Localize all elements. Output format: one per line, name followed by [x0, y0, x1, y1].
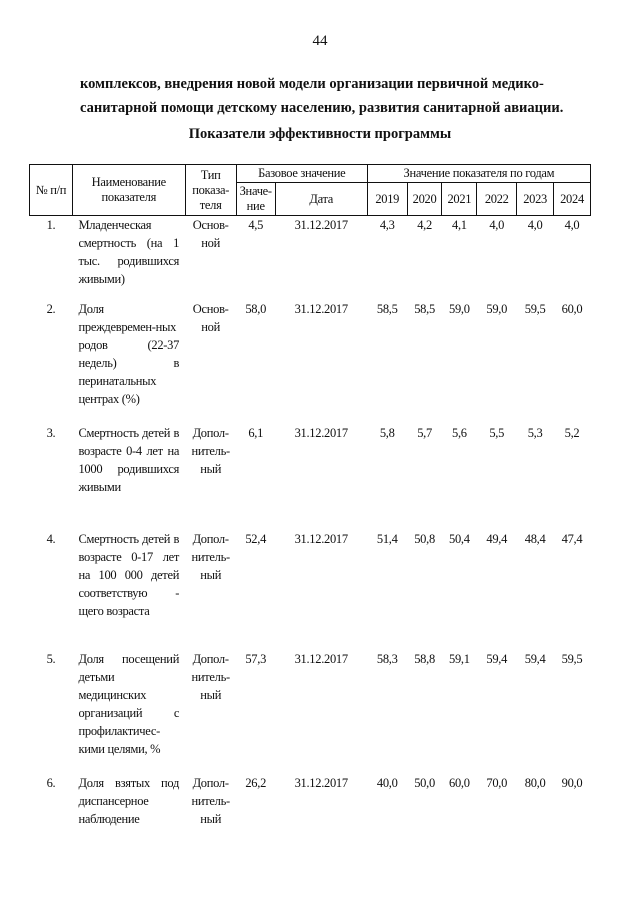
row-value: 60,0	[561, 301, 583, 316]
indicators-table	[29, 164, 591, 834]
header-year: 2019	[367, 183, 407, 216]
row-value: 5,5	[489, 425, 505, 440]
row-value: 58,5	[414, 301, 435, 316]
row-type: Допол-нитель-ный	[191, 425, 230, 476]
row-value: 80,0	[524, 775, 546, 790]
row-value: 59,0	[486, 301, 508, 316]
row-value: 70,0	[486, 775, 508, 790]
row-value: 59,4	[486, 651, 508, 666]
row-num: 1.	[46, 218, 56, 232]
row-value: 50,8	[414, 531, 435, 546]
row-name: Доля взятых под диспансерное наблюдение	[78, 775, 180, 826]
section-title: Показатели эффективности программы	[188, 126, 452, 142]
header-year: 2024	[554, 183, 591, 216]
row-name: Доля преждевремен-ных родов (22-37 недель) в перинатальных центрах (%)	[78, 301, 180, 406]
row-num: 2.	[46, 301, 56, 316]
row-base-date: 31.12.2017	[294, 425, 348, 440]
row-name: Смертность детей в возрасте 0-17 лет на 100 000 детей соответствую - щего возраста	[78, 531, 180, 618]
row-base-value: 26,2	[245, 775, 267, 790]
row-value: 58,3	[376, 651, 398, 666]
header-base-value: Значе-ние	[236, 183, 275, 216]
row-value: 59,5	[524, 301, 546, 316]
header-year: 2022	[477, 183, 517, 216]
header-base-group: Базовое значение	[236, 165, 367, 183]
row-num: 6.	[46, 775, 56, 790]
row-value: 59,1	[449, 651, 470, 666]
table-row	[30, 774, 591, 834]
row-value: 40,0	[376, 775, 398, 790]
row-base-date: 31.12.2017	[294, 218, 348, 232]
row-base-value: 57,3	[245, 651, 267, 666]
row-value: 90,0	[561, 775, 583, 790]
row-value: 5,7	[417, 425, 432, 440]
table-row	[30, 300, 591, 424]
table-row	[30, 530, 591, 650]
header-base-date: Дата	[275, 183, 367, 216]
row-value: 58,5	[376, 301, 398, 316]
row-name: Доля посещений детьми медицинских организаций с профилактичес-кими целями, %	[78, 651, 180, 756]
header-name: Наименование показателя	[72, 165, 185, 216]
row-value: 4,1	[452, 218, 467, 232]
row-num: 3.	[46, 425, 56, 440]
row-value: 4,0	[527, 218, 543, 232]
table-row	[30, 650, 591, 774]
row-name: Смертность детей в возрасте 0-4 лет на 1000 родившихся живыми	[78, 425, 180, 494]
row-value: 50,0	[414, 775, 435, 790]
row-value: 5,8	[379, 425, 395, 440]
row-value: 47,4	[561, 531, 583, 546]
row-value: 4,0	[489, 218, 505, 232]
row-value: 4,0	[564, 218, 580, 232]
row-type: Допол-нитель-ный	[191, 651, 230, 702]
header-years-group: Значение показателя по годам	[367, 165, 590, 183]
row-value: 59,0	[449, 301, 470, 316]
header-year: 2023	[517, 183, 554, 216]
row-value: 4,3	[379, 218, 395, 232]
row-type: Основ-ной	[192, 301, 229, 334]
row-value: 48,4	[524, 531, 546, 546]
row-base-date: 31.12.2017	[294, 775, 348, 790]
row-value: 5,6	[452, 425, 467, 440]
row-base-value: 4,5	[248, 218, 264, 232]
header-year: 2020	[407, 183, 442, 216]
row-value: 58,8	[414, 651, 435, 666]
row-base-value: 58,0	[245, 301, 267, 316]
header-num: № п/п	[30, 165, 73, 216]
row-base-value: 6,1	[248, 425, 264, 440]
intro-line-2: санитарной помощи детскому населению, развития санитарной авиации.	[80, 100, 564, 116]
row-type: Основ-ной	[192, 218, 229, 250]
row-value: 59,5	[561, 651, 583, 666]
row-value: 5,3	[527, 425, 543, 440]
row-base-value: 52,4	[245, 531, 267, 546]
row-num: 5.	[46, 651, 56, 666]
row-value: 60,0	[449, 775, 470, 790]
table-row	[30, 216, 591, 300]
row-type: Допол-нитель-ный	[191, 775, 230, 826]
row-value: 59,4	[524, 651, 546, 666]
row-base-date: 31.12.2017	[294, 651, 348, 666]
row-value: 49,4	[486, 531, 508, 546]
row-value: 50,4	[449, 531, 470, 546]
header-year: 2021	[442, 183, 477, 216]
row-type: Допол-нитель-ный	[191, 531, 230, 582]
row-base-date: 31.12.2017	[294, 301, 348, 316]
header-type: Тип показа-теля	[185, 165, 236, 216]
intro-line-1: комплексов, внедрения новой модели организации первичной медико-	[80, 76, 544, 92]
row-value: 5,2	[564, 425, 580, 440]
row-value: 4,2	[417, 218, 432, 232]
table-row	[30, 424, 591, 530]
row-num: 4.	[46, 531, 56, 546]
row-value: 51,4	[376, 531, 398, 546]
page-number: 44	[312, 33, 328, 49]
row-base-date: 31.12.2017	[294, 531, 348, 546]
row-name: Младенческая смертность (на 1 тыс. родившихся живыми)	[78, 218, 180, 286]
